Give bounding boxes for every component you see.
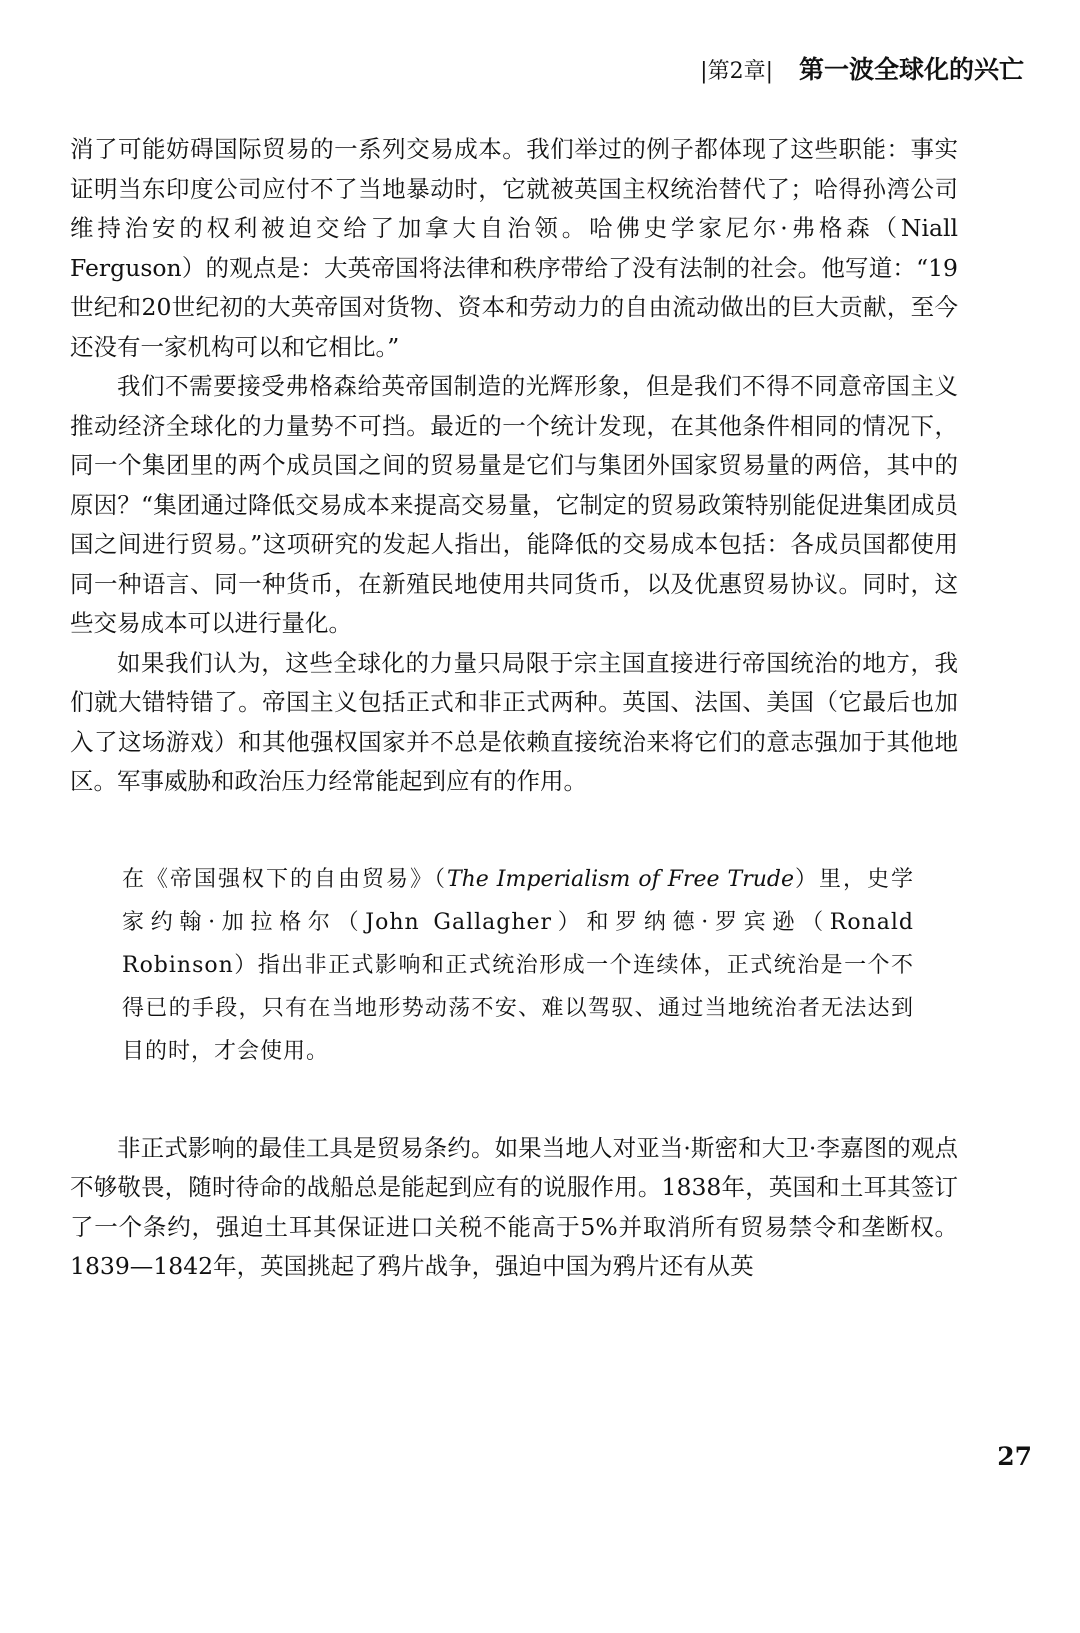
book-title-italic: The Imperialism of Free Trude <box>446 866 794 892</box>
paragraph: 我们不需要接受弗格森给英帝国制造的光辉形象，但是我们不得不同意帝国主义推动经济全球化的力量势不可挡。最近的一个统计发现，在其他条件相同的情况下，同一个集团里的两个成员国之间的贸易量是它们与集团外国家贸易量的两倍，其中的原因？“集团通过降低交易成本来提高交易量，它制定的贸易政策特别能促进集团成员国之间进行贸易。”这项研究的发起人指出，能降低的交易成本包括：各成员国都使用同一种语言、同一种货币，在新殖民地使用共同货币，以及优惠贸易协议。同时，这些交易成本可以进行量化。 <box>70 372 958 637</box>
paragraph: 非正式影响的最佳工具是贸易条约。如果当地人对亚当·斯密和大卫·李嘉图的观点不够敬畏，随时待命的战船总是能起到应有的说服作用。1838年，英国和土耳其签订了一个条约，强迫土耳其保证进口关税不能高于5%并取消所有贸易禁令和垄断权。1839—1842年，英国挑起了鸦片战争，强迫中国为鸦片还有从英 <box>70 1133 958 1280</box>
running-header <box>700 50 1024 86</box>
chapter-title: 第一波全球化的兴亡 <box>798 55 1024 84</box>
paragraph: 如果我们认为，这些全球化的力量只局限于宗主国直接进行帝国统治的地方，我们就大错特错了。帝国主义包括正式和非正式两种。英国、法国、美国（它最后也加入了这场游戏）和其他强权国家并不总是依赖直接统治来将它们的意志强加于其他地区。军事威胁和政治压力经常能起到应有的作用。 <box>70 648 958 795</box>
chapter-label: |第2章| <box>700 59 773 84</box>
paragraph: 消了可能妨碍国际贸易的一系列交易成本。我们举过的例子都体现了这些职能：事实证明当东印度公司应付不了当地暴动时，它就被英国主权统治替代了；哈得孙湾公司维持治安的权利被迫交给了加拿大自治领。哈佛史学家尼尔·弗格森（Niall Ferguson）的观点是：大英帝国将法律和秩序带给了没有法制的社会。他写道：“19世纪和20世纪初的大英帝国对货物、资本和劳动力的自由流动做出的巨大贡献，至今还没有一家机构可以和它相比。” <box>70 135 958 361</box>
page-body <box>70 130 958 1287</box>
block-quote <box>122 858 914 1073</box>
page-number: 27 <box>997 1442 1032 1471</box>
quote-text-end: ）里，史学家约翰·加拉格尔（John Gallagher）和罗纳德·罗宾逊（Ronald Robinson）指出非正式影响和正式统治形成一个连续体，正式统治是一个不得已的手段，只有在当地形势动荡不安、难以驾驭、通过当地统治者无法达到目的时，才会使用。 <box>122 866 914 1064</box>
quote-text-start: 在《帝国强权下的自由贸易》（ <box>122 866 447 892</box>
